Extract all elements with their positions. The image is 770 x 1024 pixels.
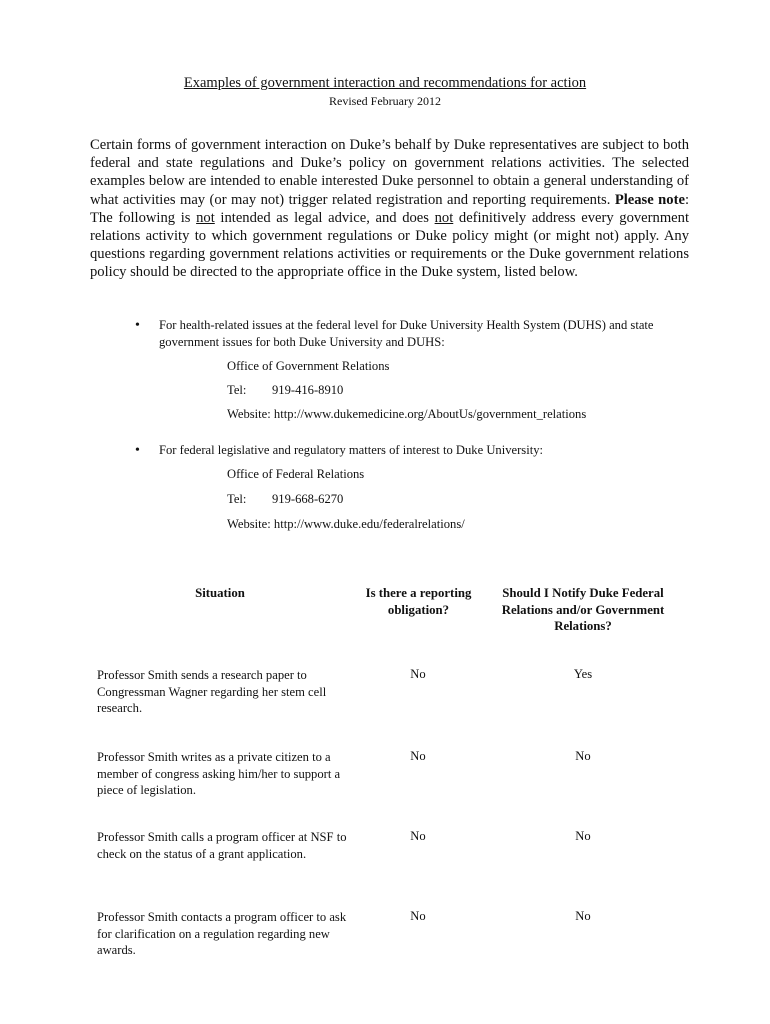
please-note-label: Please note (614, 191, 685, 208)
bullet-federal-text: For federal legislative and regulatory matters of interest to Duke University: (159, 443, 543, 457)
office-government-relations: Office of Government Relations (227, 359, 390, 373)
tel-federal-relations (227, 492, 343, 507)
table-row-reporting: No (410, 829, 426, 843)
table-row-situation: Professor Smith writes as a private citizen to a member of congress asking him/her to support a piece of legislation. (97, 750, 341, 797)
tel-government-relations (227, 383, 343, 398)
office-federal-relations: Office of Federal Relations (227, 467, 365, 481)
bullet-duhs-text: For health-related issues at the federal level for Duke University Health System (DUHS) and state government issues for both Duke University and DUHS: (159, 318, 654, 349)
tel-number: 919-416-8910 (272, 383, 344, 397)
table-row-reporting: No (410, 667, 426, 681)
website-federal-relations: Website: http://www.duke.edu/federalrelations/ (227, 517, 465, 531)
website-government-relations: Website: http://www.dukemedicine.org/AboutUs/government_relations (227, 407, 587, 421)
tel-label: Tel: (227, 492, 247, 506)
table-row-notify: No (575, 909, 591, 923)
column-header-notify: Should I Notify Duke Federal Relations and/or Government Relations? (501, 586, 665, 633)
table-row-notify: Yes (573, 667, 593, 681)
document-title: Examples of government interaction and recommendations for action (183, 75, 587, 91)
table-row-reporting: No (410, 749, 426, 763)
table-row-situation: Professor Smith contacts a program officer to ask for clarification on a regulation regarding new awards. (97, 910, 347, 957)
bullet-icon: • (135, 318, 140, 333)
intro-paragraph (90, 136, 689, 282)
intro-text-3: intended as legal advice, and does (214, 209, 435, 226)
column-header-situation: Situation (195, 586, 245, 600)
bullet-icon: • (135, 443, 140, 458)
table-row-notify: No (575, 829, 591, 843)
intro-text-1: Certain forms of government interaction on Duke’s behalf by Duke representatives are subject to both federal and state regulations and Duke’s policy on government relations activities. The selected examples below are intended to enable interested Duke personnel to obtain a general understanding of what activities may (or may not) trigger related registration and reporting requirements. (90, 137, 689, 208)
revision-date: Revised February 2012 (329, 94, 441, 108)
not-emphasis-1: not (196, 209, 215, 226)
table-row-reporting: No (410, 909, 426, 923)
table-row-notify: No (575, 749, 591, 763)
intro-text-2: : The following is (90, 191, 689, 226)
table-row-situation: Professor Smith sends a research paper to Congressman Wagner regarding her stem cell research. (97, 668, 327, 715)
column-header-reporting: Is there a reporting obligation? (365, 586, 472, 617)
tel-label: Tel: (227, 383, 247, 397)
intro-text-4: definitively address every government relations activity to which government regulations or Duke policy might (or might not) apply. Any questions regarding government relations activities or requirements or the Duke government relations policy should be directed to the appropriate office in the Duke system, listed below. (90, 209, 690, 281)
tel-number: 919-668-6270 (272, 492, 344, 506)
not-emphasis-2: not (434, 209, 454, 226)
table-row-situation: Professor Smith calls a program officer at NSF to check on the status of a grant application. (97, 830, 347, 861)
